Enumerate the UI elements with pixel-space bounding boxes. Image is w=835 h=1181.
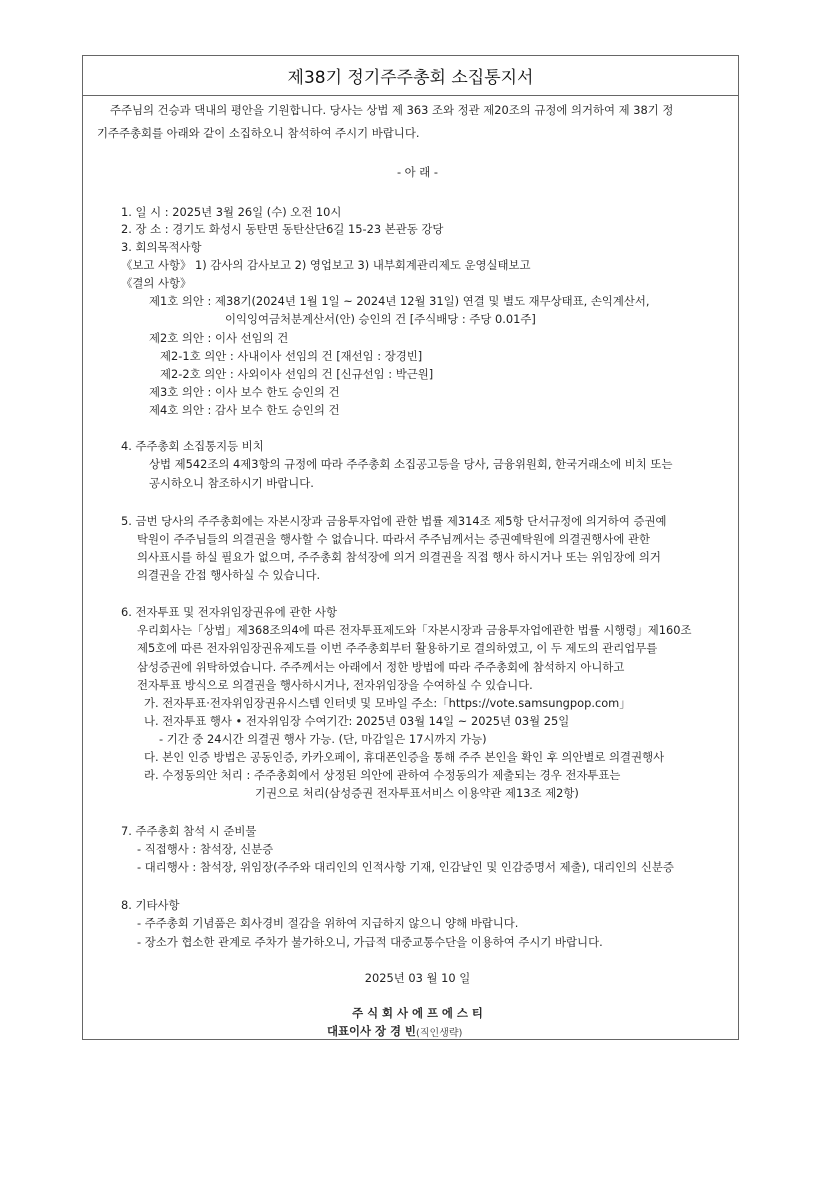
agenda-item: 이익잉여금처분계산서(안) 승인의 건 [주식배당 : 주당 0.01주] bbox=[225, 312, 536, 326]
paragraph-line: 의결권을 간접 행사하실 수 있습니다. bbox=[137, 568, 321, 582]
agenda-item: 제1호 의안 : 제38기(2024년 1월 1일 ~ 2024년 12월 31일) 연결 및 별도 재무상태표, 손익계산서, bbox=[149, 294, 650, 308]
paragraph-line: 탁원이 주주님들의 의결권을 행사할 수 없습니다. 따라서 주주님께서는 증권예탁원에 의결권행사에 관한 bbox=[137, 532, 650, 546]
subitem-line: 기권으로 처리(삼성증권 전자투표서비스 이용약관 제13조 제2항) bbox=[255, 786, 579, 800]
subitem-line: 라. 수정동의안 처리 : 주주총회에서 상정된 의안에 관하여 수정동의가 제출되는 경우 전자투표는 bbox=[144, 768, 621, 782]
section-heading: 6. 전자투표 및 전자위임장권유에 관한 사항 bbox=[121, 605, 338, 619]
section-heading: 7. 주주총회 참석 시 준비물 bbox=[121, 824, 257, 838]
subitem-line: - 기간 중 24시간 의결권 행사 가능. (단, 마감일은 17시까지 가능) bbox=[159, 732, 487, 746]
paragraph-line: 우리회사는「상법」제368조의4에 따른 전자투표제도와「자본시장과 금융투자업에관한 법률 시행령」제160조 bbox=[137, 623, 692, 637]
notice-frame bbox=[82, 55, 739, 1040]
subitem-line: 나. 전자투표 행사 • 전자위임장 수여기간: 2025년 03월 14일 ~ 2025년 03월 25일 bbox=[144, 714, 570, 728]
document-title: 제38기 정기주주총회 소집통지서 bbox=[83, 56, 738, 96]
item-schedule: 1. 일 시 : 2025년 3월 26일 (수) 오전 10시 bbox=[121, 205, 342, 219]
paragraph-line: 제5호에 따른 전자위임장권유제도를 이번 주주총회부터 활용하기로 결의하였고, 이 두 제도의 관리업무를 bbox=[137, 641, 658, 655]
paragraph-line: 삼성증권에 위탁하였습니다. 주주께서는 아래에서 정한 방법에 따라 주주총회에 참석하지 아니하고 bbox=[137, 660, 625, 674]
agenda-item: 제4호 의안 : 감사 보수 한도 승인의 건 bbox=[149, 403, 340, 417]
list-item: - 대리행사 : 참석장, 위임장(주주와 대리인의 인적사항 기재, 인감날인 및 인감증명서 제출), 대리인의 신분증 bbox=[137, 860, 674, 874]
subitem-line: 가. 전자투표·전자위임장권유시스템 인터넷 및 모바일 주소:「https://vote.samsungpop.com」 bbox=[144, 696, 631, 710]
ceo-name: 대표이사 장 경 빈 bbox=[327, 1024, 416, 1038]
notice-date: 2025년 03 월 10 일 bbox=[364, 971, 471, 985]
item-venue: 2. 장 소 : 경기도 화성시 동탄면 동탄산단6길 15-23 본관동 강당 bbox=[121, 222, 444, 236]
agenda-item: 제2-1호 의안 : 사내이사 선임의 건 [재선임 : 장경빈] bbox=[160, 349, 423, 363]
notice-heading: - 아 래 - bbox=[396, 165, 439, 179]
agenda-item: 제3호 의안 : 이사 보수 한도 승인의 건 bbox=[149, 385, 340, 399]
list-item: - 주주총회 기념품은 회사경비 절감을 위하여 지급하지 않으니 양해 바랍니다. bbox=[137, 916, 519, 930]
report-items: 《보고 사항》 1) 감사의 감사보고 2) 영업보고 3) 내부회계관리제도 운영실태보고 bbox=[121, 258, 531, 272]
agenda-item: 제2-2호 의안 : 사외이사 선임의 건 [신규선임 : 박근원] bbox=[160, 367, 434, 381]
section-heading: 5. 금번 당사의 주주총회에는 자본시장과 금융투자업에 관한 법률 제314조 제5항 단서규정에 의거하여 증권예 bbox=[121, 514, 667, 528]
subitem-line: 다. 본인 인증 방법은 공동인증, 카카오페이, 휴대폰인증을 통해 주주 본인을 확인 후 의안별로 의결권행사 bbox=[144, 750, 665, 764]
paragraph-line: 전자투표 방식으로 의결권을 행사하시거나, 전자위임장을 수여하실 수 있습니다. bbox=[137, 678, 533, 692]
list-item: - 장소가 협소한 관계로 주차가 불가하오니, 가급적 대중교통수단을 이용하여 주시기 바랍니다. bbox=[137, 935, 603, 949]
intro-line: 주주님의 건승과 댁내의 평안을 기원합니다. 당사는 상법 제 363 조와 정관 제20조의 규정에 의거하여 제 38기 정 bbox=[110, 103, 674, 117]
section-heading: 8. 기타사항 bbox=[121, 898, 180, 912]
resolution-heading: 《결의 사항》 bbox=[121, 276, 192, 290]
paragraph-line: 상법 제542조의 4제3항의 규정에 따라 주주총회 소집공고등을 당사, 금융위원회, 한국거래소에 비치 또는 bbox=[149, 457, 673, 471]
intro-line: 기주주총회를 아래와 같이 소집하오니 참석하여 주시기 바랍니다. bbox=[97, 126, 420, 140]
company-name: 주 식 회 사 에 프 에 스 티 bbox=[352, 1006, 483, 1020]
paragraph-line: 의사표시를 하실 필요가 없으며, 주주총회 참석장에 의거 의결권을 직접 행사 하시거나 또는 위임장에 의거 bbox=[137, 550, 661, 564]
paragraph-line: 공시하오니 참조하시기 바랍니다. bbox=[149, 476, 314, 490]
agenda-item: 제2호 의안 : 이사 선임의 건 bbox=[149, 331, 289, 345]
section-heading: 4. 주주총회 소집통지등 비치 bbox=[121, 439, 264, 453]
item-agenda-heading: 3. 회의목적사항 bbox=[121, 240, 202, 254]
list-item: - 직접행사 : 참석장, 신분증 bbox=[137, 842, 274, 856]
seal-note: (직인생략) bbox=[416, 1028, 463, 1039]
